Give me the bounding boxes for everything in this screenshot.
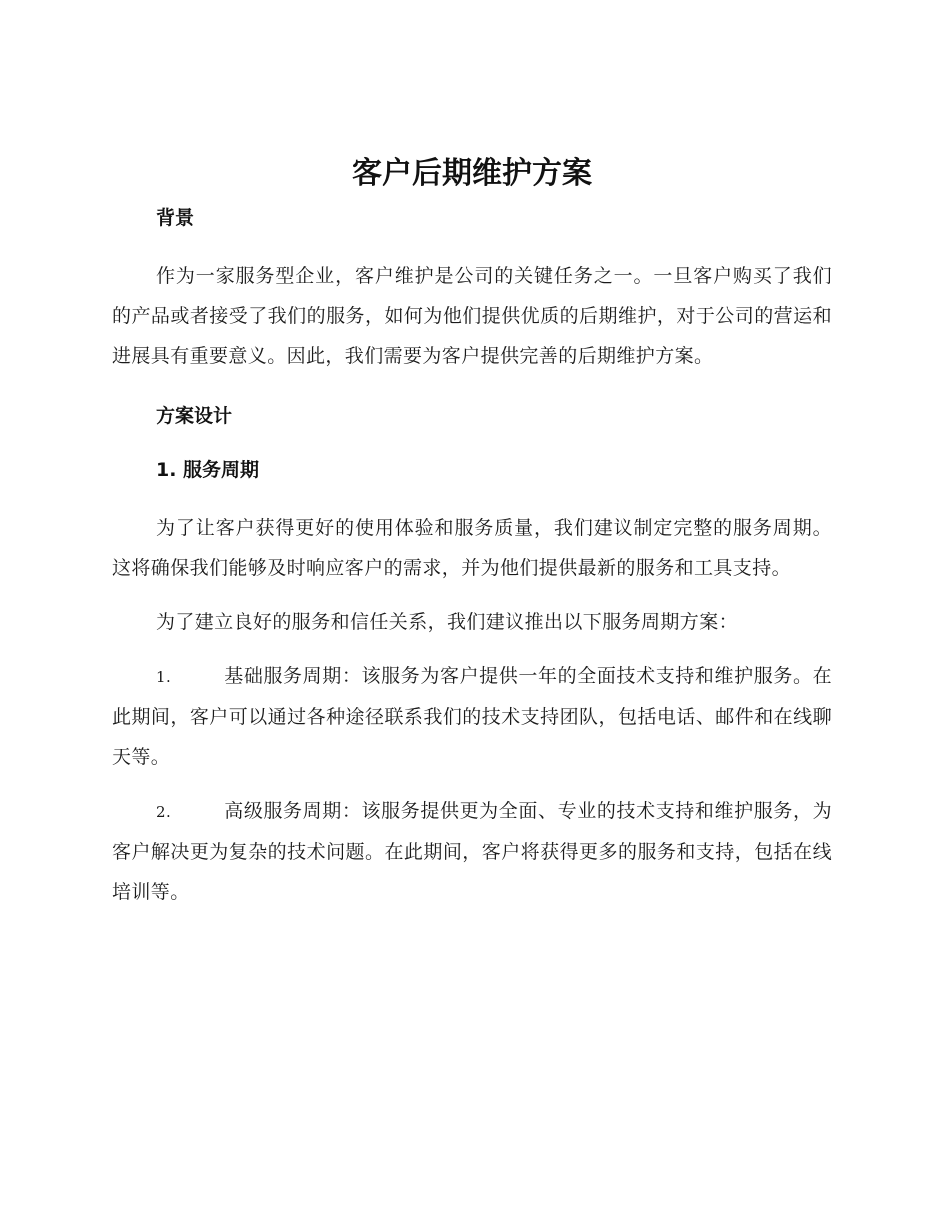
list-item-number: 1.	[156, 668, 172, 686]
list-item	[112, 791, 832, 912]
section-heading-background: 背景	[156, 207, 195, 229]
list-item-number: 2.	[156, 803, 172, 821]
section-heading-design: 方案设计	[156, 405, 233, 427]
paragraph-background: 作为一家服务型企业，客户维护是公司的关键任务之一。一旦客户购买了我们的产品或者接受了我们的服务，如何为他们提供优质的后期维护，对于公司的营运和进展具有重要意义。因此，我们需要为客户提供完善的后期维护方案。	[112, 265, 832, 367]
list-item-text: 高级服务周期：该服务提供更为全面、专业的技术支持和维护服务，为客户解决更为复杂的技术问题。在此期间，客户将获得更多的服务和支持，包括在线培训等。	[112, 800, 832, 903]
paragraph-service-cycle-intro: 为了建立良好的服务和信任关系，我们建议推出以下服务周期方案：	[156, 611, 739, 633]
document-title: 客户后期维护方案	[352, 156, 592, 191]
list-item	[112, 656, 832, 777]
subsection-heading-service-cycle: 1. 服务周期	[156, 459, 260, 481]
list-item-text: 基础服务周期：该服务为客户提供一年的全面技术支持和维护服务。在此期间，客户可以通过各种途径联系我们的技术支持团队，包括电话、邮件和在线聊天等。	[112, 665, 832, 768]
document-page	[112, 150, 832, 912]
paragraph-service-cycle: 为了让客户获得更好的使用体验和服务质量，我们建议制定完整的服务周期。这将确保我们能够及时响应客户的需求，并为他们提供最新的服务和工具支持。	[112, 517, 832, 579]
